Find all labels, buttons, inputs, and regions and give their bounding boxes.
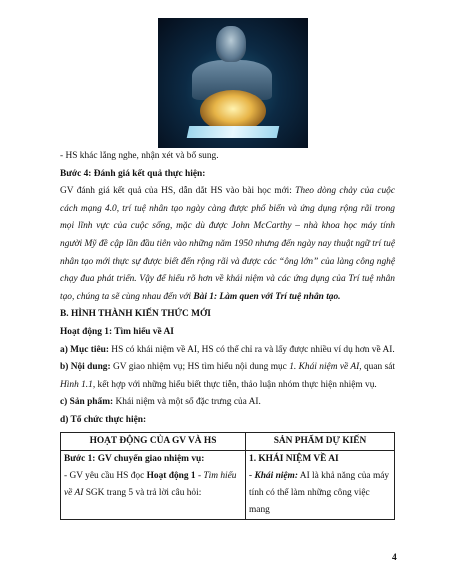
- gv-paragraph: GV đánh giá kết quả của HS, dẫn dắt HS vào bài học mới: Theo dòng chảy của cuộc cách mạng 4.0, trí tuệ nhân tạo ngày càng được phổ biến và ứng dụng rộng rãi trong mọi lĩnh vực của cuộc sống, mặc dù được John McCarthy – nhà khoa học máy tính người Mỹ đề cập lần đầu tiên vào những năm 1950 nhưng đến ngày nay thuật ngữ trí tuệ nhân tạo mới thực sự được biết đến rộng rãi và được các “ông lớn” của làng công nghệ chạy đua phát triển. Vậy để hiểu rõ hơn về khái niệm và các ứng dụng của Trí tuệ nhân tạo, chúng ta sẽ cùng nhau đến với Bài 1: Làm quen với Trí tuệ nhân tạo.: [60, 186, 395, 302]
- activity1-heading: Hoạt động 1: Tìm hiểu về AI: [60, 326, 174, 337]
- table-header-product: SẢN PHẨM DỰ KIẾN: [246, 432, 395, 450]
- section-b-heading: B. HÌNH THÀNH KIẾN THỨC MỚI: [60, 309, 211, 320]
- step4-heading: Bước 4: Đánh giá kết quả thực hiện:: [60, 168, 206, 179]
- ai-illustration-photo: [158, 18, 308, 148]
- organization-heading: d) Tổ chức thực hiện:: [60, 414, 147, 425]
- goal-paragraph: a) Mục tiêu: HS có khái niệm về AI, HS có thể chỉ ra và lấy được nhiều ví dụ hơn về AI.: [60, 344, 395, 355]
- content-paragraph: b) Nội dung: GV giao nhiệm vụ; HS tìm hiểu nội dung mục 1. Khái niệm về AI, quan sát Hình 1.1, kết hợp với những hiểu biết thực tiễn, thảo luận nhóm thực hiện nhiệm vụ.: [60, 362, 395, 390]
- table-header-row: [61, 432, 395, 450]
- page-number: 4: [392, 553, 397, 563]
- product-paragraph: c) Sản phẩm: Khái niệm và một số đặc trưng của AI.: [60, 397, 261, 408]
- paragraph-hs-feedback: - HS khác lắng nghe, nhận xét và bổ sung.: [60, 151, 219, 161]
- table-cell-product: 1. KHÁI NIỆM VỀ AI - Khái niệm: AI là khả năng của máy tính có thể làm những công việc mang: [246, 450, 395, 519]
- table-header-activity: HOẠT ĐỘNG CỦA GV VÀ HS: [61, 432, 246, 450]
- document-body: [60, 148, 395, 520]
- table-cell-activity: Bước 1: GV chuyển giao nhiệm vụ: - GV yêu cầu HS đọc Hoạt động 1 - Tìm hiểu về AI SGK trang 5 và trả lời câu hỏi:: [61, 450, 246, 519]
- table-row: [61, 450, 395, 519]
- activity-table: [60, 432, 395, 520]
